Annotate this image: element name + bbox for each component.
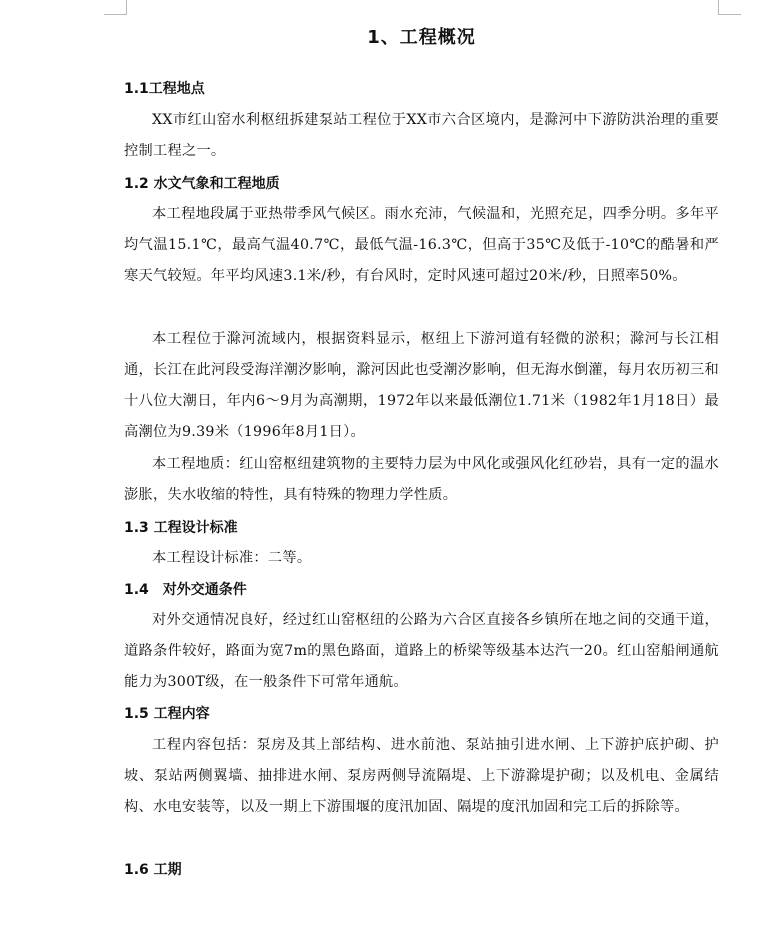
section-heading-1-6: 1.6 工期: [124, 862, 182, 878]
page-corner-mark-left: [104, 0, 127, 15]
section-heading-1-5: 1.5 工程内容: [124, 706, 210, 722]
section-1-4-paragraph: 对外交通情况良好，经过红山窑枢纽的公路为六合区直接各乡镇所在地之间的交通干道，道路条件较好，路面为宽7m的黑色路面，道路上的桥梁等级基本达汽一20。红山窑船闸通航能力为300T级，在一般条件下可常年通航。: [124, 612, 719, 690]
section-1-2-paragraph-hydrology: 本工程位于滁河流域内，根据资料显示，枢纽上下游河道有轻微的淤积；滁河与长江相通，长江在此河段受海洋潮汐影响，滁河因此也受潮汐影响，但无海水倒灌，每月农历初三和十八位大潮日，年内6～9月为高潮期，1972年以来最低潮位1.71米（1982年1月18日）最高潮位为9.39米（1996年8月1日）。: [124, 331, 719, 440]
page-corner-mark-right: [718, 0, 741, 15]
section-heading-1-3: 1.3 工程设计标准: [124, 520, 238, 536]
document-title: 1、工程概况: [367, 27, 476, 48]
section-heading-1-4: 1.4 对外交通条件: [124, 582, 247, 598]
section-heading-1-1: 1.1工程地点: [124, 81, 205, 97]
section-heading-1-2: 1.2 水文气象和工程地质: [124, 176, 280, 192]
section-1-3-paragraph: 本工程设计标准：二等。: [152, 550, 312, 566]
section-1-1-paragraph: XX市红山窑水利枢纽拆建泵站工程位于XX市六合区境内，是滁河中下游防洪治理的重要控制工程之一。: [124, 112, 719, 159]
section-1-2-paragraph-geology: 本工程地质：红山窑枢纽建筑物的主要特力层为中风化或强风化红砂岩，具有一定的温水澎胀，失水收缩的特性，具有特殊的物理力学性质。: [124, 456, 719, 503]
section-1-5-paragraph: 工程内容包括：泵房及其上部结构、进水前池、泵站抽引进水闸、上下游护底护砌、护坡、泵站两侧翼墙、抽排进水闸、泵房两侧导流隔堤、上下游滁堤护砌；以及机电、金属结构、水电安装等，以及一期上下游围堰的度汛加固、隔堤的度汛加固和完工后的拆除等。: [124, 737, 719, 815]
section-1-2-paragraph-climate: 本工程地段属于亚热带季风气候区。雨水充沛，气候温和，光照充足，四季分明。多年平均气温15.1℃，最高气温40.7℃，最低气温-16.3℃，但高于35℃及低于-10℃的酷暑和严寒天气较短。年平均风速3.1米/秒，有台风时，定时风速可超过20米/秒，日照率50%。: [124, 206, 719, 284]
